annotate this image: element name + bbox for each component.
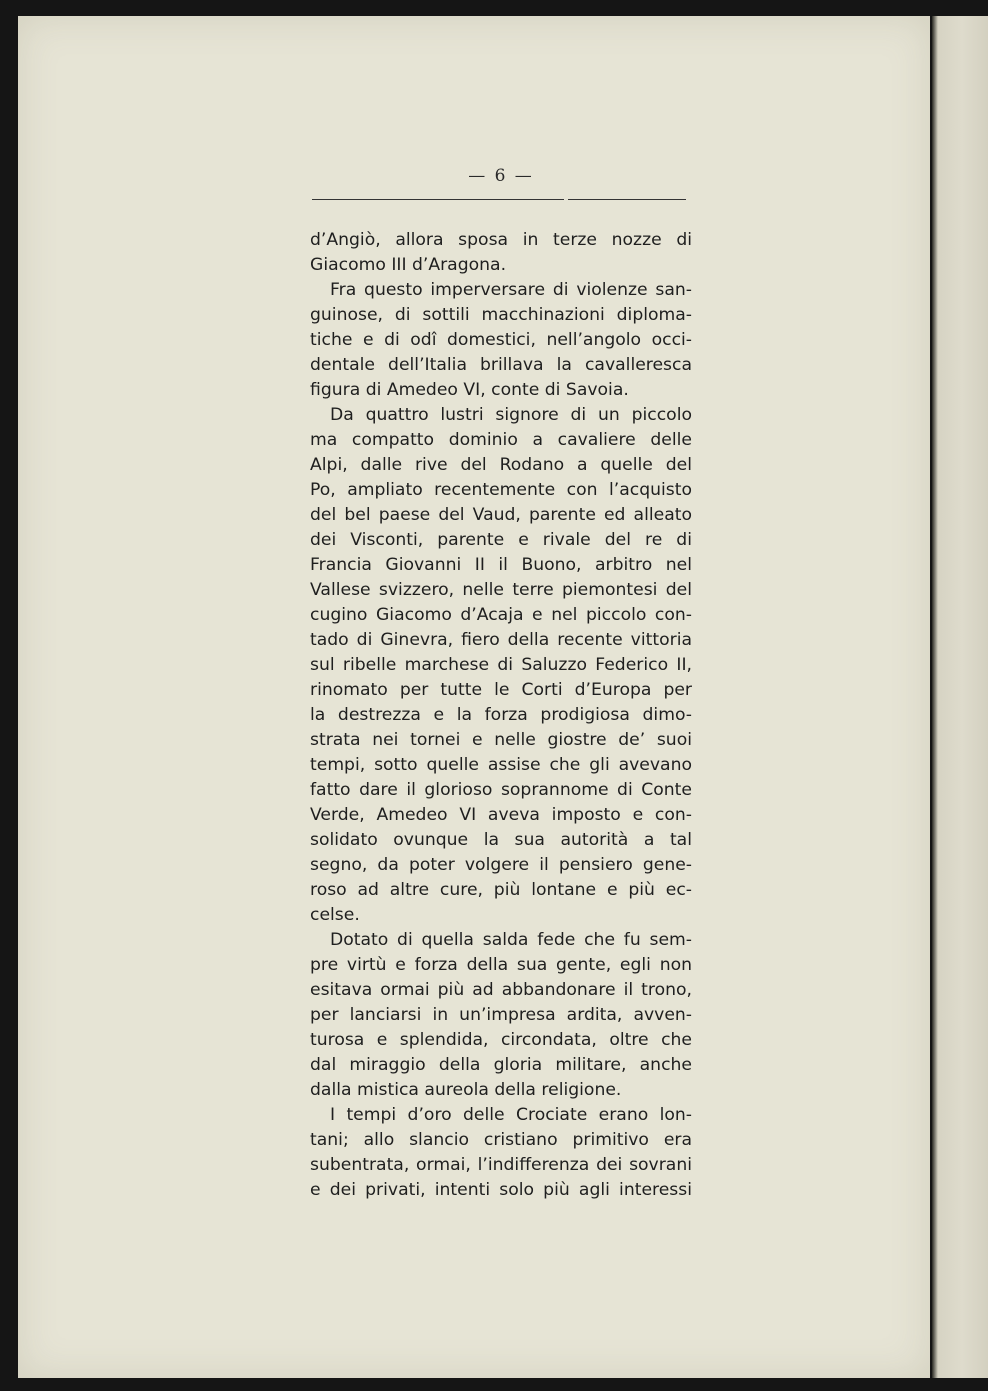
text-line: dei Visconti, parente e rivale del re di — [310, 530, 692, 550]
text-line: tani; allo slancio cristiano primitivo era — [310, 1130, 692, 1150]
text-line: sul ribelle marchese di Saluzzo Federico II, — [310, 655, 692, 675]
text-line: roso ad altre cure, più lontane e più ec- — [310, 880, 692, 900]
paragraph — [310, 1103, 692, 1203]
text-line: Po, ampliato recentemente con l’acquisto — [310, 480, 692, 500]
text-line: esitava ormai più ad abbandonare il trono, — [310, 980, 692, 1000]
paragraph — [310, 928, 692, 1103]
text-line: strata nei tornei e nelle giostre de’ suoi — [310, 730, 692, 750]
next-page-edge — [932, 16, 988, 1378]
text-line: figura di Amedeo VI, conte di Savoia. — [310, 380, 629, 400]
text-line: dal miraggio della gloria militare, anche — [310, 1055, 692, 1075]
text-line: ma compatto dominio a cavaliere delle — [310, 430, 692, 450]
text-line: Dotato di quella salda fede che fu sem- — [330, 930, 692, 950]
text-line: segno, da poter volgere il pensiero gene- — [310, 855, 692, 875]
text-line: solidato ovunque la sua autorità a tal — [310, 830, 692, 850]
text-line: guinose, di sottili macchinazioni diploma- — [310, 305, 692, 325]
paragraph — [310, 403, 692, 928]
text-line: Verde, Amedeo VI aveva imposto e con- — [310, 805, 692, 825]
text-line: Francia Giovanni II il Buono, arbitro nel — [310, 555, 692, 575]
text-line: Alpi, dalle rive del Rodano a quelle del — [310, 455, 692, 475]
text-line: per lanciarsi in un’impresa ardita, avven- — [310, 1005, 692, 1025]
text-line: I tempi d’oro delle Crociate erano lon- — [330, 1105, 692, 1125]
text-line: la destrezza e la forza prodigiosa dimo- — [310, 705, 692, 725]
text-line: cugino Giacomo d’Acaja e nel piccolo con- — [310, 605, 692, 625]
text-line: Giacomo III d’Aragona. — [310, 255, 507, 275]
text-line: dentale dell’Italia brillava la cavalleresca — [310, 355, 692, 375]
text-line: d’Angiò, allora sposa in terze nozze di — [310, 230, 692, 250]
text-line: subentrata, ormai, l’indifferenza dei sovrani — [310, 1155, 692, 1175]
paragraph — [310, 278, 692, 403]
text-line: tempi, sotto quelle assise che gli avevano — [310, 755, 692, 775]
paragraph — [310, 228, 692, 278]
text-line: tado di Ginevra, fiero della recente vittoria — [310, 630, 692, 650]
body-text — [310, 228, 692, 1203]
text-line: rinomato per tutte le Corti d’Europa per — [310, 680, 692, 700]
text-line: pre virtù e forza della sua gente, egli non — [310, 955, 692, 975]
header-rule-right — [568, 199, 686, 200]
text-line: tiche e di odî domestici, nell’angolo occi- — [310, 330, 692, 350]
header-rule-left — [312, 199, 564, 200]
text-line: celse. — [310, 905, 360, 925]
text-line: Fra questo imperversare di violenze san- — [330, 280, 692, 300]
page-number: — 6 — — [468, 166, 534, 186]
text-line: turosa e splendida, circondata, oltre che — [310, 1030, 692, 1050]
text-line: dalla mistica aureola della religione. — [310, 1080, 622, 1100]
text-line: del bel paese del Vaud, parente ed alleato — [310, 505, 692, 525]
text-line: Vallese svizzero, nelle terre piemontesi del — [310, 580, 692, 600]
text-line: Da quattro lustri signore di un piccolo — [330, 405, 692, 425]
text-line: e dei privati, intenti solo più agli interessi — [310, 1180, 692, 1200]
text-line: fatto dare il glorioso soprannome di Conte — [310, 780, 692, 800]
